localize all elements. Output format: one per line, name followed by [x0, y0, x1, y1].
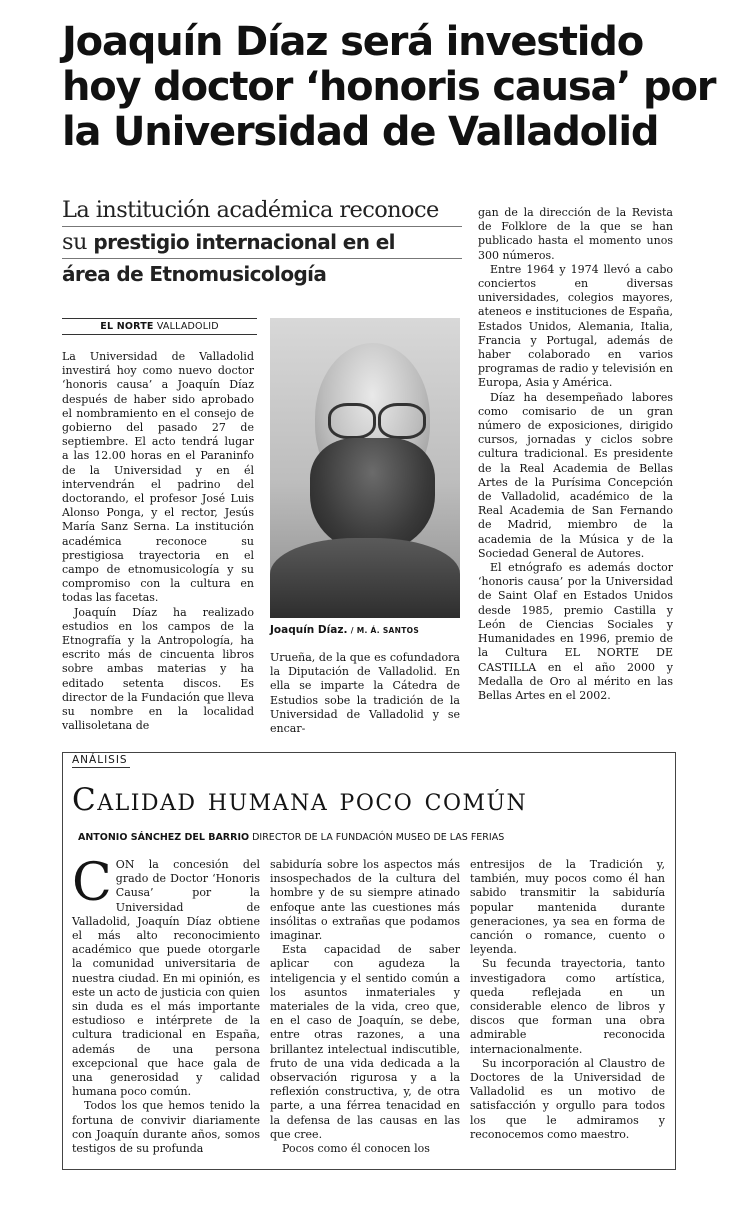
article-paragraph: Urueña, de la que es cofundadora la Diputación de Valladolid. En ella se imparte la Cátedra de Estudios sobe la tradición de la Universidad de Valladolid y se encar- [270, 651, 460, 736]
headline [62, 19, 716, 155]
analysis-column-3 [470, 858, 665, 1142]
analysis-title: Calidad humana poco común [72, 782, 528, 818]
caption-text: Joaquín Díaz. [270, 624, 348, 636]
article-paragraph: El etnógrafo es además doctor ‘honoris causa’ por la Universidad de Saint Olaf en Estados Unidos desde 1985, premio Castilla y León de Ciencias Sociales y Humanidades en 1996, premio de la Cultura EL NORTE DE CASTILLA en el año 2000 y Medalla de Oro al mérito en las Bellas Artes en el 2002. [478, 561, 673, 702]
analysis-paragraph: Esta capacidad de saber aplicar con agudeza la inteligencia y el sentido común a los asuntos inmateriales y materiales de la vida, creo que, en el caso de Joaquín, se debe, entre otras razones, a una brillantez intelectual indiscutible, fruto de una vida dedicada a la observación rigurosa y a la reflexión constructiva, y, de otra parte, a una férrea tenacidad en la defensa de las causas en las que cree. [270, 943, 460, 1141]
article-paragraph: Díaz ha desempeñado labores como comisario de un gran número de exposiciones, dirigido cursos, jornadas y ciclos sobre cultura tradicional. Es presidente de la Real Academia de Bellas Artes de la Purísima Concepción de Valladolid, académico de la Real Academia de San Fernando de Madrid, miembro de la academia de la Música y de la Sociedad General de Autores. [478, 390, 673, 560]
subhead-text: su [62, 229, 94, 255]
analysis-column-1 [72, 853, 260, 1156]
article-paragraph: Entre 1964 y 1974 llevó a cabo conciertos en diversas universidades, colegios mayores, ateneos e instituciones de España, Estados Unidos, Alemania, Italia, Francia y Portugal, además de haber colaborado en varios programas de radio y televisión en Europa, Asia y América. [478, 262, 673, 390]
byline-source: EL NORTE [100, 321, 154, 332]
headline-line: hoy doctor ‘honoris causa’ por [62, 64, 716, 110]
analysis-paragraph: Pocos como él conocen los [282, 1142, 430, 1156]
author-name: ANTONIO SÁNCHEZ DEL BARRIO [78, 832, 250, 843]
author-role: DIRECTOR DE LA FUNDACIÓN MUSEO DE LAS FERIAS [252, 832, 505, 843]
photo-body [270, 538, 460, 618]
analysis-author [78, 832, 504, 843]
photo-caption [270, 624, 460, 636]
headline-line: la Universidad de Valladolid [62, 109, 659, 155]
article-paragraph: La Universidad de Valladolid investirá hoy como nuevo doctor ‘honoris causa’ a Joaquín Díaz después de haber sido aprobado el nombramiento en el consejo de gobierno del pasado 27 de septiembre. El acto tendrá lugar a las 12.00 horas en el Paraninfo de la Universidad y en él intervendrán el padrino del doctorando, el profesor José Luis Alonso Ponga, y el rector, Jesús María Sanz Serna. La institución académica reconoce su prestigiosa trayectoria en el campo de etnomusicología y su compromiso con la cultura en todas las facetas. [62, 350, 254, 605]
analysis-paragraph: Su incorporación al Claustro de Doctores de la Universidad de Valladolid es un motivo de satisfacción y orgullo para todos los que le admiramos y reconocemos como maestro. [470, 1056, 665, 1141]
subheadline [62, 195, 462, 290]
analysis-paragraph [72, 853, 260, 1099]
analysis-paragraph: entresijos de la Tradición y, también, muy pocos como él han sabido transmitir la sabiduría popular mantenida durante generaciones, ya sea en forma de canción o romance, cuento o leyenda. [470, 858, 665, 957]
byline-place: VALLADOLID [156, 321, 219, 332]
analysis-paragraph: sabiduría sobre los aspectos más insospechados de la cultura del hombre y de su siempre atinado enfoque ante las cuestiones más insólitas o extrañas que podamos imaginar. [270, 858, 460, 943]
photo-credit: / M. Á. SANTOS [350, 626, 420, 635]
subhead-line [62, 259, 462, 290]
subhead-emphasis: prestigio internacional en el [93, 230, 395, 254]
subhead-line: La institución académica reconoce [62, 195, 462, 227]
headline-line: Joaquín Díaz será investido [62, 19, 644, 65]
photo-glasses-left [328, 403, 376, 439]
analysis-paragraph: Todos los que hemos tenido la fortuna de convivir diariamente con Joaquín durante años, somos testigos de su profunda [72, 1099, 260, 1156]
photo-beard [310, 438, 435, 553]
article-column-3 [478, 206, 673, 703]
subhead-emphasis: área de Etnomusicología [62, 262, 327, 286]
subhead-line [62, 227, 462, 259]
article-column-2 [270, 651, 460, 736]
analysis-label: ANÁLISIS [72, 754, 128, 766]
article-paragraph: Joaquín Díaz ha realizado estudios en los campos de la Etnografía y la Antropología, ha escrito más de cincuenta libros sobre ambas materias y ha editado setenta discos. Es director de la Fundación que lleva su nombre en la localidad vallisoletana de [62, 605, 254, 733]
analysis-paragraph: Su fecunda trayectoria, tanto investigadora como artística, queda reflejada en un considerable elenco de libros y discos que forman una obra admirable reconocida internacionalmente. [470, 957, 665, 1056]
photo-glasses-right [378, 403, 426, 439]
analysis-column-2 [270, 858, 460, 1156]
drop-cap: C [72, 853, 112, 913]
analysis-text: ON la concesión del grado de Doctor ‘Honoris Causa’ por la Universidad de Valladolid, Joaquín Díaz obtiene el más alto reconocimiento académico que puede otorgarle la comunidad universitaria de nuestra ciudad. En mi opinión, es este un acto de justicia con quien sin duda es el más importante estudioso e intérprete de la cultura tradicional en España, además de una persona excepcional que hace gala de una generosidad y calidad humana poco común. [72, 858, 260, 1099]
article-column-1 [62, 350, 254, 733]
article-paragraph: gan de la dirección de la Revista de Folklore de la que se han publicado hasta el momento unos 300 números. [478, 206, 673, 262]
byline [62, 318, 257, 335]
portrait-photo [270, 318, 460, 618]
